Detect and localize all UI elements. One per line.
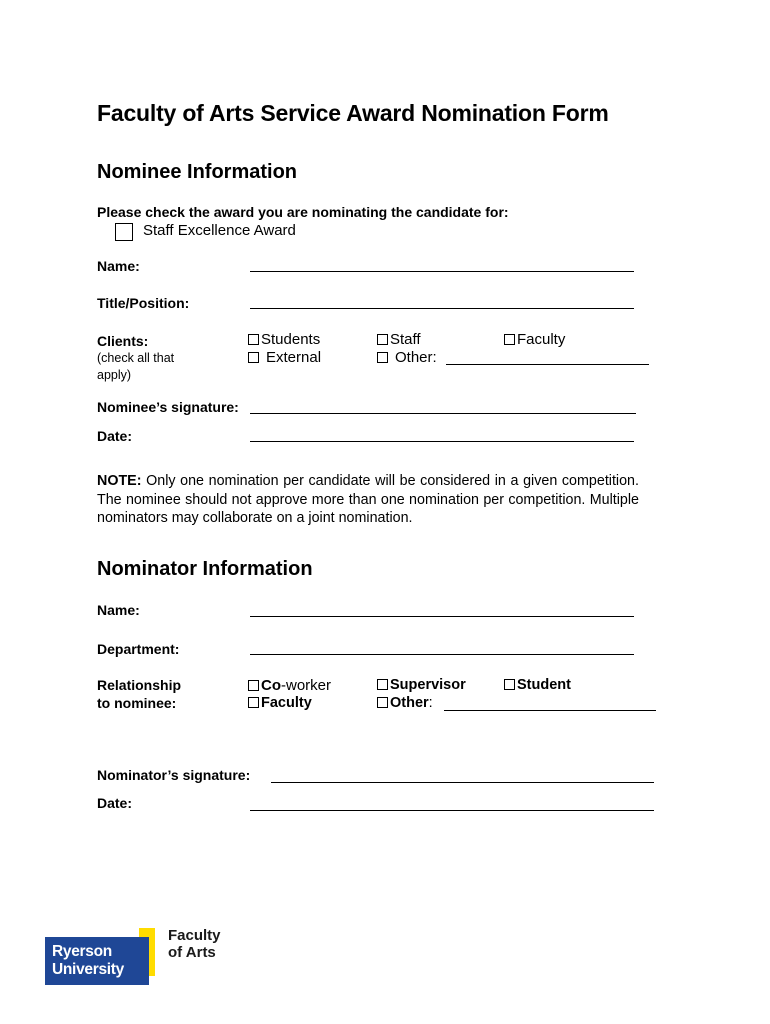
relationship-other-field[interactable] (444, 710, 656, 711)
supervisor-label: Supervisor (390, 677, 466, 693)
client-staff-option[interactable] (377, 331, 421, 348)
other-label: Other (390, 695, 429, 711)
nominee-name-label: Name: (97, 258, 140, 274)
note-prefix: NOTE: (97, 473, 142, 489)
client-faculty-option[interactable] (504, 331, 565, 348)
faculty-label: Faculty (261, 695, 312, 711)
nominee-heading: Nominee Information (97, 161, 298, 183)
client-students-option[interactable] (248, 331, 320, 348)
relationship-other-option[interactable] (377, 695, 433, 711)
nominator-signature-field[interactable] (271, 782, 654, 783)
nominator-signature-label: Nominator’s signature: (97, 767, 251, 783)
logo-line2: University (52, 961, 124, 978)
faculty-checkbox[interactable] (248, 697, 259, 708)
nominee-title-label: Title/Position: (97, 295, 190, 311)
department-label: Department: (97, 641, 180, 657)
client-other-option[interactable] (377, 349, 437, 366)
client-faculty-label: Faculty (517, 331, 566, 348)
faculty-of-arts-line2: of Arts (168, 944, 216, 961)
nominator-heading: Nominator Information (97, 558, 313, 580)
relationship-label-line1: Relationship (97, 677, 182, 693)
client-students-checkbox[interactable] (248, 334, 259, 345)
nominee-date-label: Date: (97, 428, 133, 444)
nominee-title-field[interactable] (250, 308, 634, 309)
other-colon: : (428, 695, 433, 711)
clients-label: Clients: (97, 333, 149, 349)
other-checkbox[interactable] (377, 697, 388, 708)
coworker-checkbox[interactable] (248, 680, 259, 691)
clients-hint: (check all that apply) (97, 351, 175, 382)
nominator-date-field[interactable] (250, 810, 654, 811)
client-external-checkbox[interactable] (248, 352, 259, 363)
nominee-date-field[interactable] (250, 441, 634, 442)
client-staff-label: Staff (390, 331, 421, 348)
client-faculty-checkbox[interactable] (504, 334, 515, 345)
relationship-faculty-option[interactable] (248, 695, 312, 711)
nominator-date-label: Date: (97, 795, 133, 811)
nominee-signature-field[interactable] (250, 413, 636, 414)
client-external-label: External (266, 349, 322, 366)
staff-excellence-checkbox[interactable] (115, 223, 133, 241)
relationship-supervisor-option[interactable] (377, 677, 466, 693)
nominee-name-field[interactable] (250, 271, 634, 272)
coworker-label-suffix: -worker (281, 677, 332, 694)
nominee-signature-label: Nominee’s signature: (97, 399, 239, 415)
client-external-option[interactable] (248, 349, 321, 366)
note-text: Only one nomination per candidate will be considered in a given competition. The nominee should not approve more than one nomination per competition. Multiple nominators may collaborate on a joint nomination. (97, 473, 639, 526)
form-title: Faculty of Arts Service Award Nomination Form (97, 100, 609, 126)
student-checkbox[interactable] (504, 679, 515, 690)
relationship-coworker-option[interactable] (248, 677, 331, 694)
client-staff-checkbox[interactable] (377, 334, 388, 345)
award-prompt: Please check the award you are nominating the candidate for: (97, 204, 509, 220)
student-label: Student (517, 677, 571, 693)
supervisor-checkbox[interactable] (377, 679, 388, 690)
ryerson-logo (45, 937, 149, 985)
faculty-of-arts-line1: Faculty (168, 927, 221, 944)
nominator-name-label: Name: (97, 602, 140, 618)
coworker-label-prefix: Co (261, 677, 281, 694)
department-field[interactable] (250, 654, 634, 655)
award-option-label: Staff Excellence Award (143, 222, 296, 239)
client-other-checkbox[interactable] (377, 352, 388, 363)
relationship-student-option[interactable] (504, 677, 571, 693)
logo-line1: Ryerson (52, 943, 112, 960)
note-paragraph (97, 472, 639, 528)
relationship-label-line2: to nominee: (97, 695, 177, 711)
client-students-label: Students (261, 331, 321, 348)
client-other-field[interactable] (446, 364, 649, 365)
nominator-name-field[interactable] (250, 616, 634, 617)
client-other-label: Other: (395, 349, 437, 366)
